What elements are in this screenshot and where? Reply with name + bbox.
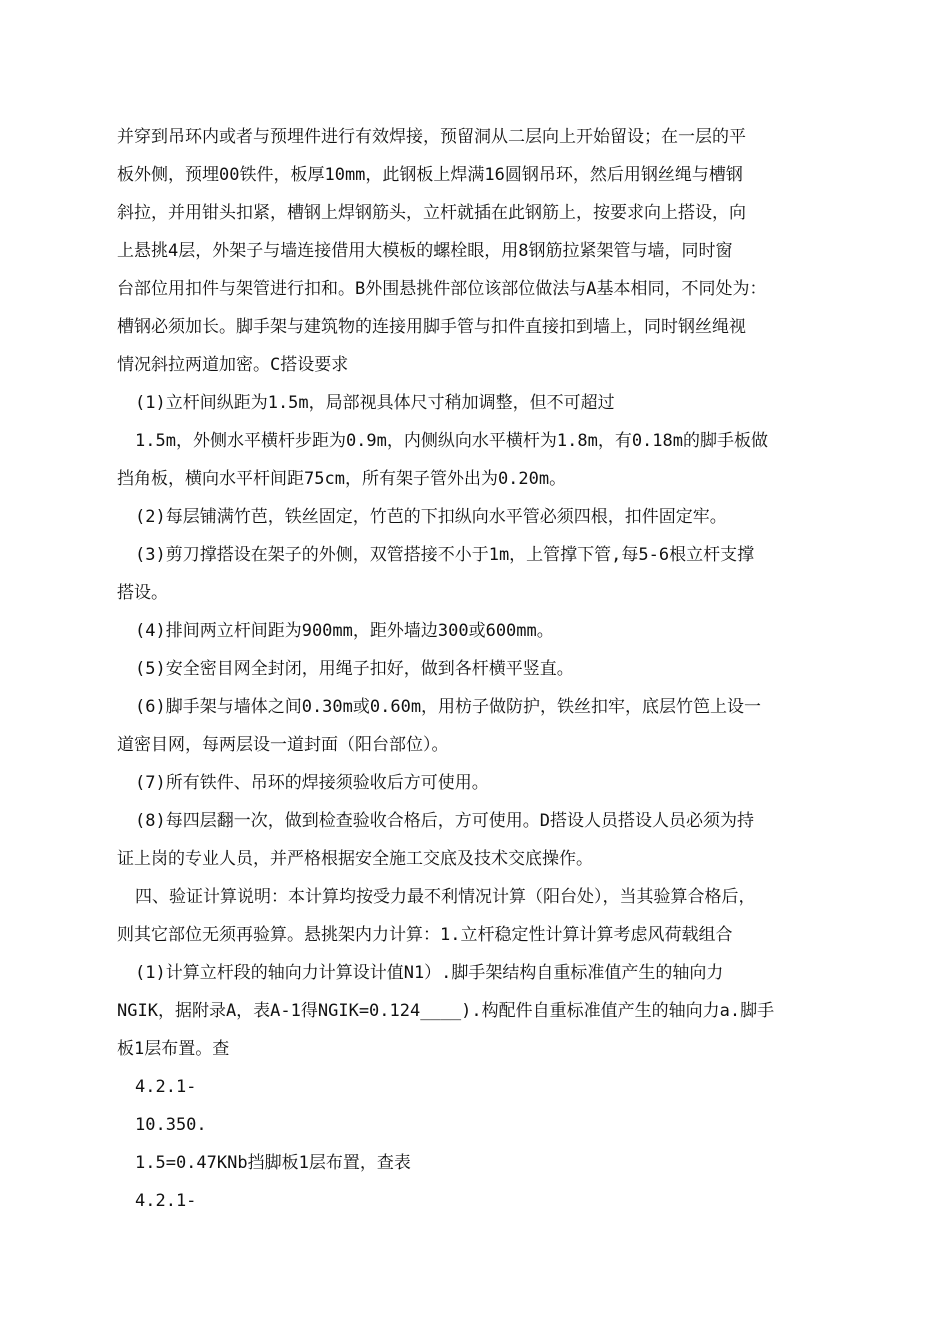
list-item: (1)计算立杆段的轴向力计算设计值N1）.脚手架结构自重标准值产生的轴向力 xyxy=(135,963,724,983)
text-line: 情况斜拉两道加密。C搭设要求 xyxy=(117,355,349,375)
text-line: 挡角板，横向水平杆间距75cm，所有架子管外出为0.20m。 xyxy=(117,469,567,489)
text-line: 斜拉，并用钳头扣紧，槽钢上焊钢筋头，立杆就插在此钢筋上，按要求向上搭设，向 xyxy=(117,203,746,223)
text-line: 证上岗的专业人员，并严格根据安全施工交底及技术交底操作。 xyxy=(117,849,593,869)
formula-line: 4.2.1- xyxy=(135,1191,197,1211)
text-line: 板1层布置。查 xyxy=(117,1039,230,1059)
list-item: (8)每四层翻一次，做到检查验收合格后，方可使用。D搭设人员搭设人员必须为持 xyxy=(135,811,754,831)
formula-line: 10.350. xyxy=(135,1115,207,1135)
text-line: 并穿到吊环内或者与预埋件进行有效焊接，预留洞从二层向上开始留设；在一层的平 xyxy=(117,127,746,147)
list-item: (3)剪刀撑搭设在架子的外侧，双管搭接不小于1m，上管撑下管,每5-6根立杆支撑 xyxy=(135,545,755,565)
list-item: (4)排间两立杆间距为900mm，距外墙边300或600mm。 xyxy=(135,621,554,641)
text-line: 台部位用扣件与架管进行扣和。B外围悬挑件部位该部位做法与A基本相同，不同处为： xyxy=(117,279,767,299)
text-line: 槽钢必须加长。脚手架与建筑物的连接用脚手管与扣件直接扣到墙上，同时钢丝绳视 xyxy=(117,317,746,337)
text-line: 板外侧，预埋00铁件，板厚10mm，此钢板上焊满16圆钢吊环，然后用钢丝绳与槽钢 xyxy=(117,165,743,185)
text-line: 1.5m，外侧水平横杆步距为0.9m，内侧纵向水平横杆为1.8m，有0.18m的脚手板做 xyxy=(135,431,768,451)
list-item: (1)立杆间纵距为1.5m，局部视具体尺寸稍加调整，但不可超过 xyxy=(135,393,615,413)
list-item: (7)所有铁件、吊环的焊接须验收后方可使用。 xyxy=(135,773,489,793)
text-line: NGIK，据附录A，表A-1得NGIK=0.124____).构配件自重标准值产生的轴向力a.脚手 xyxy=(117,1001,775,1021)
list-item: (6)脚手架与墙体之间0.30m或0.60m，用枋子做防护，铁丝扣牢，底层竹笆上设一 xyxy=(135,697,762,717)
text-line: 搭设。 xyxy=(117,583,168,603)
list-item: (2)每层铺满竹芭，铁丝固定，竹芭的下扣纵向水平管必须四根，扣件固定牢。 xyxy=(135,507,727,527)
formula-line: 4.2.1- xyxy=(135,1077,197,1097)
text-line: 道密目网，每两层设一道封面（阳台部位）。 xyxy=(117,735,449,755)
section-heading-line: 四、验证计算说明：本计算均按受力最不利情况计算（阳台处），当其验算合格后， xyxy=(135,887,756,907)
formula-line: 1.5=0.47KNb挡脚板1层布置，查表 xyxy=(135,1153,411,1173)
text-line: 则其它部位无须再验算。悬挑架内力计算：1.立杆稳定性计算计算考虑风荷载组合 xyxy=(117,925,733,945)
text-line: 上悬挑4层，外架子与墙连接借用大模板的螺栓眼，用8钢筋拉紧架管与墙，同时窗 xyxy=(117,241,733,261)
list-item: (5)安全密目网全封闭，用绳子扣好，做到各杆横平竖直。 xyxy=(135,659,574,679)
